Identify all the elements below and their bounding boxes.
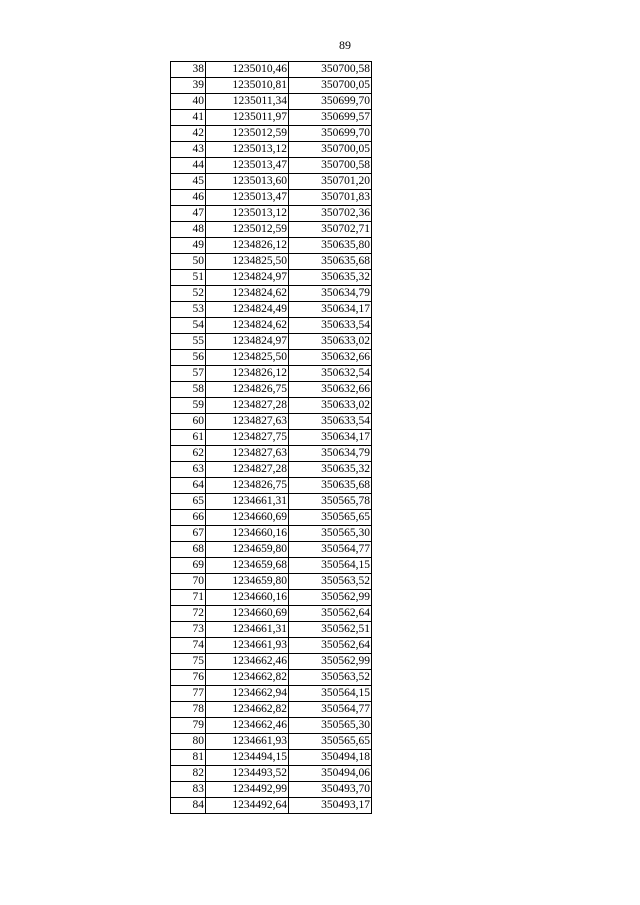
point-number-cell: 51 [171,270,206,286]
table-row [171,430,372,446]
x-coordinate-cell: 1234826,12 [206,238,289,254]
point-number-cell: 55 [171,334,206,350]
x-coordinate-cell: 1234492,64 [206,798,289,814]
x-coordinate-cell: 1234660,16 [206,526,289,542]
x-coordinate-cell: 1234494,15 [206,750,289,766]
y-coordinate-cell: 350700,58 [289,62,372,78]
table-row [171,110,372,126]
x-coordinate-cell: 1235010,81 [206,78,289,94]
y-coordinate-cell: 350700,05 [289,78,372,94]
x-coordinate-cell: 1234824,49 [206,302,289,318]
y-coordinate-cell: 350562,64 [289,606,372,622]
y-coordinate-cell: 350493,70 [289,782,372,798]
point-number-cell: 82 [171,766,206,782]
point-number-cell: 63 [171,462,206,478]
x-coordinate-cell: 1234661,31 [206,494,289,510]
point-number-cell: 39 [171,78,206,94]
y-coordinate-cell: 350635,32 [289,462,372,478]
point-number-cell: 75 [171,654,206,670]
x-coordinate-cell: 1235012,59 [206,126,289,142]
x-coordinate-cell: 1234825,50 [206,254,289,270]
y-coordinate-cell: 350634,17 [289,430,372,446]
x-coordinate-cell: 1234827,75 [206,430,289,446]
x-coordinate-cell: 1234662,82 [206,670,289,686]
point-number-cell: 46 [171,190,206,206]
y-coordinate-cell: 350633,54 [289,414,372,430]
point-number-cell: 41 [171,110,206,126]
point-number-cell: 71 [171,590,206,606]
x-coordinate-cell: 1234824,97 [206,334,289,350]
table-row [171,126,372,142]
y-coordinate-cell: 350563,52 [289,574,372,590]
table-row [171,398,372,414]
point-number-cell: 73 [171,622,206,638]
y-coordinate-cell: 350565,78 [289,494,372,510]
point-number-cell: 45 [171,174,206,190]
table-row [171,590,372,606]
table-row [171,526,372,542]
y-coordinate-cell: 350564,15 [289,558,372,574]
point-number-cell: 50 [171,254,206,270]
table-row [171,302,372,318]
table-row [171,238,372,254]
y-coordinate-cell: 350632,54 [289,366,372,382]
x-coordinate-cell: 1235013,12 [206,142,289,158]
y-coordinate-cell: 350635,68 [289,254,372,270]
point-number-cell: 44 [171,158,206,174]
coordinates-table [170,61,372,814]
x-coordinate-cell: 1234827,63 [206,414,289,430]
point-number-cell: 72 [171,606,206,622]
point-number-cell: 81 [171,750,206,766]
table-row [171,702,372,718]
x-coordinate-cell: 1235013,12 [206,206,289,222]
point-number-cell: 65 [171,494,206,510]
table-row [171,462,372,478]
point-number-cell: 48 [171,222,206,238]
x-coordinate-cell: 1234661,31 [206,622,289,638]
point-number-cell: 76 [171,670,206,686]
y-coordinate-cell: 350702,71 [289,222,372,238]
y-coordinate-cell: 350702,36 [289,206,372,222]
x-coordinate-cell: 1234659,68 [206,558,289,574]
x-coordinate-cell: 1235013,47 [206,158,289,174]
table-row [171,366,372,382]
y-coordinate-cell: 350632,66 [289,382,372,398]
x-coordinate-cell: 1234826,75 [206,478,289,494]
y-coordinate-cell: 350635,80 [289,238,372,254]
y-coordinate-cell: 350494,06 [289,766,372,782]
table-row [171,478,372,494]
x-coordinate-cell: 1234824,97 [206,270,289,286]
y-coordinate-cell: 350634,79 [289,286,372,302]
x-coordinate-cell: 1234827,28 [206,398,289,414]
table-row [171,510,372,526]
table-row [171,350,372,366]
y-coordinate-cell: 350633,02 [289,398,372,414]
point-number-cell: 70 [171,574,206,590]
y-coordinate-cell: 350494,18 [289,750,372,766]
x-coordinate-cell: 1234662,46 [206,654,289,670]
y-coordinate-cell: 350699,70 [289,94,372,110]
table-row [171,750,372,766]
table-row [171,606,372,622]
table-row [171,78,372,94]
point-number-cell: 57 [171,366,206,382]
x-coordinate-cell: 1234659,80 [206,542,289,558]
x-coordinate-cell: 1234662,94 [206,686,289,702]
y-coordinate-cell: 350565,30 [289,526,372,542]
table-row [171,334,372,350]
point-number-cell: 56 [171,350,206,366]
y-coordinate-cell: 350563,52 [289,670,372,686]
x-coordinate-cell: 1234827,63 [206,446,289,462]
x-coordinate-cell: 1234493,52 [206,766,289,782]
point-number-cell: 49 [171,238,206,254]
y-coordinate-cell: 350700,05 [289,142,372,158]
y-coordinate-cell: 350634,17 [289,302,372,318]
table-row [171,318,372,334]
table-row [171,654,372,670]
table-row [171,94,372,110]
point-number-cell: 47 [171,206,206,222]
point-number-cell: 84 [171,798,206,814]
x-coordinate-cell: 1234660,16 [206,590,289,606]
table-row [171,142,372,158]
x-coordinate-cell: 1234824,62 [206,318,289,334]
x-coordinate-cell: 1234659,80 [206,574,289,590]
x-coordinate-cell: 1235010,46 [206,62,289,78]
y-coordinate-cell: 350564,77 [289,542,372,558]
table-row [171,414,372,430]
table-row [171,558,372,574]
coordinates-table-body [171,62,372,814]
x-coordinate-cell: 1234662,46 [206,718,289,734]
y-coordinate-cell: 350564,15 [289,686,372,702]
y-coordinate-cell: 350632,66 [289,350,372,366]
x-coordinate-cell: 1235013,60 [206,174,289,190]
point-number-cell: 68 [171,542,206,558]
point-number-cell: 74 [171,638,206,654]
x-coordinate-cell: 1235011,34 [206,94,289,110]
table-row [171,174,372,190]
point-number-cell: 54 [171,318,206,334]
table-row [171,190,372,206]
table-row [171,494,372,510]
x-coordinate-cell: 1234660,69 [206,510,289,526]
y-coordinate-cell: 350701,20 [289,174,372,190]
y-coordinate-cell: 350565,30 [289,718,372,734]
table-row [171,382,372,398]
x-coordinate-cell: 1234825,50 [206,350,289,366]
point-number-cell: 42 [171,126,206,142]
table-row [171,574,372,590]
y-coordinate-cell: 350562,99 [289,654,372,670]
point-number-cell: 53 [171,302,206,318]
point-number-cell: 61 [171,430,206,446]
point-number-cell: 69 [171,558,206,574]
table-row [171,686,372,702]
y-coordinate-cell: 350562,51 [289,622,372,638]
x-coordinate-cell: 1235012,59 [206,222,289,238]
y-coordinate-cell: 350493,17 [289,798,372,814]
table-row [171,734,372,750]
x-coordinate-cell: 1234826,12 [206,366,289,382]
x-coordinate-cell: 1234661,93 [206,638,289,654]
point-number-cell: 66 [171,510,206,526]
table-row [171,638,372,654]
point-number-cell: 38 [171,62,206,78]
table-row [171,206,372,222]
table-row [171,446,372,462]
y-coordinate-cell: 350564,77 [289,702,372,718]
point-number-cell: 80 [171,734,206,750]
y-coordinate-cell: 350700,58 [289,158,372,174]
y-coordinate-cell: 350635,32 [289,270,372,286]
point-number-cell: 79 [171,718,206,734]
table-row [171,254,372,270]
x-coordinate-cell: 1234662,82 [206,702,289,718]
table-row [171,670,372,686]
x-coordinate-cell: 1234827,28 [206,462,289,478]
y-coordinate-cell: 350565,65 [289,734,372,750]
y-coordinate-cell: 350562,99 [289,590,372,606]
y-coordinate-cell: 350562,64 [289,638,372,654]
y-coordinate-cell: 350701,83 [289,190,372,206]
table-row [171,766,372,782]
x-coordinate-cell: 1234660,69 [206,606,289,622]
point-number-cell: 62 [171,446,206,462]
point-number-cell: 67 [171,526,206,542]
y-coordinate-cell: 350633,54 [289,318,372,334]
y-coordinate-cell: 350633,02 [289,334,372,350]
page-number: 89 [339,38,351,52]
point-number-cell: 77 [171,686,206,702]
point-number-cell: 52 [171,286,206,302]
table-row [171,542,372,558]
point-number-cell: 40 [171,94,206,110]
point-number-cell: 58 [171,382,206,398]
point-number-cell: 59 [171,398,206,414]
x-coordinate-cell: 1234661,93 [206,734,289,750]
table-row [171,798,372,814]
y-coordinate-cell: 350565,65 [289,510,372,526]
table-row [171,718,372,734]
table-row [171,270,372,286]
point-number-cell: 64 [171,478,206,494]
point-number-cell: 78 [171,702,206,718]
point-number-cell: 60 [171,414,206,430]
y-coordinate-cell: 350699,70 [289,126,372,142]
table-row [171,622,372,638]
table-row [171,782,372,798]
table-row [171,158,372,174]
x-coordinate-cell: 1235011,97 [206,110,289,126]
point-number-cell: 83 [171,782,206,798]
x-coordinate-cell: 1235013,47 [206,190,289,206]
table-row [171,62,372,78]
table-row [171,222,372,238]
x-coordinate-cell: 1234826,75 [206,382,289,398]
y-coordinate-cell: 350699,57 [289,110,372,126]
table-row [171,286,372,302]
y-coordinate-cell: 350634,79 [289,446,372,462]
x-coordinate-cell: 1234824,62 [206,286,289,302]
y-coordinate-cell: 350635,68 [289,478,372,494]
x-coordinate-cell: 1234492,99 [206,782,289,798]
point-number-cell: 43 [171,142,206,158]
